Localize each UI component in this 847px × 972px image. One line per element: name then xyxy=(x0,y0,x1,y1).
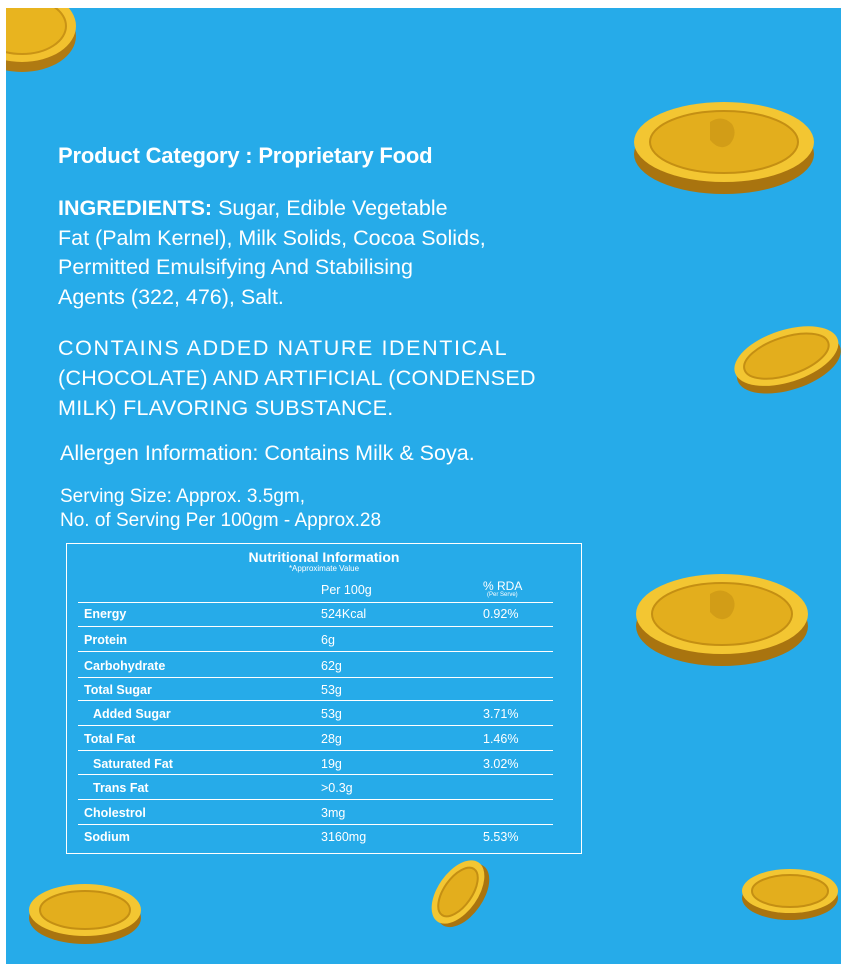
gold-coin-icon xyxy=(740,864,840,922)
ingredients-block xyxy=(58,194,486,312)
row-divider xyxy=(78,677,553,678)
column-header-per-100g: Per 100g xyxy=(321,583,372,597)
nutrient-rda: 5.53% xyxy=(483,830,519,844)
gold-coin-icon xyxy=(6,8,78,78)
flavour-line: MILK) FLAVORING SUBSTANCE. xyxy=(58,396,394,420)
nutrient-name: Energy xyxy=(84,607,127,621)
gold-coin-icon xyxy=(424,854,492,930)
flavour-line: CONTAINS ADDED NATURE IDENTICAL xyxy=(58,336,509,360)
gold-coin-icon xyxy=(730,318,841,398)
nutrient-name: Added Sugar xyxy=(93,707,171,721)
nutrient-name: Protein xyxy=(84,633,128,647)
serving-size: Serving Size: Approx. 3.5gm, xyxy=(60,486,306,507)
row-divider xyxy=(78,774,553,775)
nutrient-name: Total Fat xyxy=(84,732,136,746)
ingredients-label: INGREDIENTS: xyxy=(58,196,213,220)
nutrition-table xyxy=(66,543,582,854)
row-divider xyxy=(78,651,553,652)
nutrient-name: Saturated Fat xyxy=(93,757,173,771)
label-panel xyxy=(6,8,841,964)
ingredients-text: Fat (Palm Kernel), Milk Solids, Cocoa Solids, xyxy=(58,225,486,250)
gold-coin-icon xyxy=(632,570,812,670)
nutrition-subtitle: *Approximate Value xyxy=(288,564,360,573)
nutrient-rda: 1.46% xyxy=(483,732,519,746)
nutrient-per-100g: 524Kcal xyxy=(321,607,367,621)
row-divider xyxy=(78,626,553,627)
nutrient-per-100g: 6g xyxy=(321,633,335,647)
row-divider xyxy=(78,799,553,800)
nutrient-per-100g: 53g xyxy=(321,707,342,721)
nutrient-rda: 3.71% xyxy=(483,707,519,721)
product-category: Product Category : Proprietary Food xyxy=(58,143,433,168)
nutrient-per-100g: 62g xyxy=(321,659,342,673)
row-divider xyxy=(78,824,553,825)
ingredients-text: Agents (322, 476), Salt. xyxy=(58,284,284,309)
allergen-info: Allergen Information: Contains Milk & Soya. xyxy=(60,441,475,465)
nutrient-per-100g: 3mg xyxy=(321,806,346,820)
serving-info xyxy=(60,485,381,533)
nutrient-per-100g: 19g xyxy=(321,757,342,771)
nutrient-rda: 3.02% xyxy=(483,757,519,771)
row-divider xyxy=(78,700,553,701)
ingredients-text: Sugar, Edible Vegetable xyxy=(212,196,448,220)
nutrient-name: Sodium xyxy=(84,830,130,844)
nutrient-per-100g: 28g xyxy=(321,732,342,746)
nutrient-name: Cholestrol xyxy=(84,806,146,820)
nutrient-per-100g: 3160mg xyxy=(321,830,367,844)
row-divider xyxy=(78,750,553,751)
nutrition-title: Nutritional Information xyxy=(248,549,400,565)
nutrient-name: Total Sugar xyxy=(84,683,152,697)
row-divider xyxy=(78,602,553,603)
nutrient-per-100g: >0.3g xyxy=(321,781,353,795)
ingredients-text: Permitted Emulsifying And Stabilising xyxy=(58,255,413,279)
nutrient-per-100g: 53g xyxy=(321,683,342,697)
nutrient-name: Carbohydrate xyxy=(84,659,166,673)
column-header-rda: % RDA xyxy=(483,579,523,593)
gold-coin-icon xyxy=(26,880,144,946)
gold-coin-icon xyxy=(630,92,820,202)
column-header-rda-note: (Per Serve) xyxy=(487,592,518,598)
flavour-statement xyxy=(58,333,536,423)
row-divider xyxy=(78,725,553,726)
flavour-line: (CHOCOLATE) AND ARTIFICIAL (CONDENSED xyxy=(58,366,536,390)
nutrient-rda: 0.92% xyxy=(483,607,519,621)
nutrient-name: Trans Fat xyxy=(93,781,149,795)
servings-per-pack: No. of Serving Per 100gm - Approx.28 xyxy=(60,510,382,531)
